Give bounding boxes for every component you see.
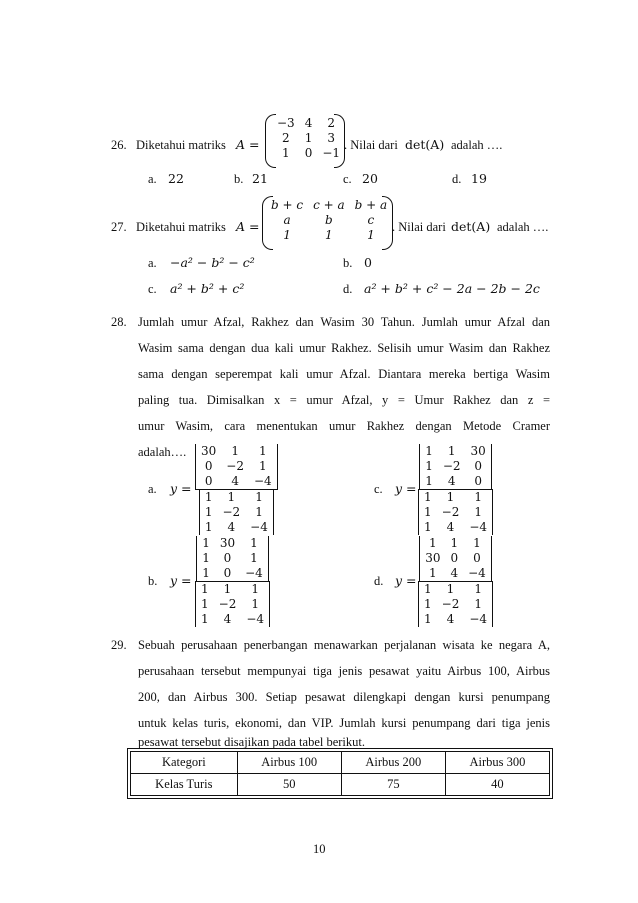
matrix-cell: 4: [223, 612, 232, 626]
matrix-cell: 1: [325, 228, 333, 242]
q29-line-3: 200, dan Airbus 300. Setiap pesawat dilengkapi dengan kursi penumpang: [138, 690, 550, 704]
matrix-row: [196, 597, 270, 612]
page-number: 10: [313, 842, 326, 856]
q26-number: 26.: [111, 138, 127, 152]
matrix-cell: 1: [424, 505, 432, 519]
q26-suffix: . Nilai dari: [344, 138, 398, 152]
matrix-cell: 1: [283, 228, 291, 242]
q26-option-c-value: 20: [362, 171, 378, 186]
matrix-cell: −4: [246, 612, 265, 626]
q28-line-3: sama dengan seperempat kali umur Afzal. Diantara mereka bertiga Wasim: [138, 367, 550, 381]
q28-option-c-fraction: [418, 444, 493, 535]
matrix-cell: 0: [304, 146, 313, 160]
matrix-cell: 0: [223, 551, 232, 565]
matrix-cell: 1: [474, 597, 483, 611]
matrix-cell: 1: [429, 566, 437, 580]
q28-last-line: adalah….: [138, 445, 187, 459]
matrix-cell: 1: [202, 551, 210, 565]
matrix-cell: 1: [255, 505, 263, 519]
q27-option-d-letter: d.: [343, 282, 353, 296]
q28-line-2: Wasim sama dengan dua kali umur Rakhez. Selisih umur Wasim dan Rakhez: [138, 341, 550, 355]
matrix-row: [197, 566, 269, 581]
table-header-cell: Kategori: [131, 752, 238, 774]
matrix-cell: 0: [474, 459, 482, 473]
q29-line-2: perusahaan tersebut mempunyai tiga jenis pesawat yaitu Airbus 100, Airbus: [138, 664, 550, 678]
matrix-cell: 4: [231, 474, 239, 488]
matrix-cell: 1: [367, 228, 375, 242]
table-header-cell: Airbus 200: [341, 752, 445, 774]
matrix-cell: 2: [327, 116, 336, 130]
matrix-cell: 0: [450, 551, 459, 565]
matrix-cell: 30: [219, 536, 236, 550]
q27-option-a-letter: a.: [148, 256, 157, 270]
matrix-cell: 1: [424, 597, 432, 611]
matrix-cell: c + a: [313, 198, 345, 212]
table-cell: 40: [445, 774, 549, 796]
table-header-cell: Airbus 300: [445, 752, 549, 774]
matrix-cell: 1: [425, 459, 433, 473]
matrix-cell: 1: [201, 597, 209, 611]
matrix-cell: c: [367, 213, 375, 227]
q28-option-c-letter: c.: [374, 482, 383, 496]
q27-lhs: A =: [236, 219, 260, 234]
airbus-seat-table: [130, 751, 550, 796]
q26-option-d-letter: d.: [452, 172, 462, 186]
matrix-cell: 1: [424, 490, 432, 504]
matrix-cell: b + a: [354, 198, 388, 212]
matrix-row: [197, 536, 269, 551]
q28-option-c-lhs: y =: [395, 481, 417, 496]
q28-option-b-letter: b.: [148, 574, 158, 588]
q28-option-a-fraction: [195, 444, 278, 535]
matrix-cell: −2: [442, 459, 461, 473]
matrix-cell: 1: [250, 551, 258, 565]
matrix-cell: 1: [425, 474, 433, 488]
matrix-cell: 1: [446, 582, 455, 596]
matrix-cell: 1: [255, 490, 263, 504]
matrix-cell: 0: [223, 566, 232, 580]
matrix-cell: 1: [204, 490, 213, 504]
q26-option-a-value: 22: [168, 171, 184, 186]
table-cell: 50: [237, 774, 341, 796]
q27-tail: adalah ….: [497, 220, 549, 234]
matrix-row: [199, 490, 273, 505]
matrix-cell: 1: [474, 582, 483, 596]
matrix-cell: 4: [227, 520, 236, 534]
matrix-cell: 30: [425, 551, 441, 565]
matrix-cell: 2: [282, 131, 290, 145]
q26-option-d-value: 19: [471, 171, 487, 186]
matrix-cell: 4: [447, 474, 456, 488]
matrix-cell: −3: [277, 116, 295, 130]
matrix-cell: 1: [446, 490, 455, 504]
q27-option-c-letter: c.: [148, 282, 157, 296]
matrix-row: [196, 612, 270, 627]
q27-number: 27.: [111, 220, 127, 234]
matrix-row: [196, 459, 278, 474]
matrix-cell: 4: [446, 612, 455, 626]
matrix-cell: 1: [304, 131, 313, 145]
matrix-row: [420, 459, 492, 474]
matrix-row: [196, 474, 278, 489]
matrix-cell: a: [283, 213, 291, 227]
matrix-cell: 1: [202, 566, 210, 580]
matrix-cell: b + c: [271, 198, 304, 212]
q27-text: Diketahui matriks: [136, 220, 226, 234]
matrix-cell: b: [325, 213, 333, 227]
q27-option-b-value: 0: [364, 255, 372, 270]
matrix-cell: 0: [473, 551, 481, 565]
matrix-cell: 3: [327, 131, 336, 145]
q28-number: 28.: [111, 315, 127, 329]
q26-text: Diketahui matriks: [136, 138, 226, 152]
q27-option-b-letter: b.: [343, 256, 353, 270]
matrix-row: [419, 520, 493, 535]
q26-option-a-letter: a.: [148, 172, 157, 186]
matrix-cell: 4: [450, 566, 459, 580]
matrix-cell: 1: [251, 597, 260, 611]
matrix-cell: 1: [223, 582, 232, 596]
matrix-cell: 1: [429, 536, 437, 550]
matrix-cell: 4: [304, 116, 313, 130]
matrix-cell: −4: [245, 566, 263, 580]
matrix-row: [419, 612, 493, 627]
matrix-cell: 1: [202, 536, 210, 550]
q26-option-b-value: 21: [252, 171, 268, 186]
q28-line-1: Jumlah umur Afzal, Rakhez dan Wasim 30 Tahun. Jumlah umur Afzal dan: [138, 315, 550, 329]
q28-line-5: umur Wasim, cara menentukan umur Rakhez dengan Metode Cramer: [138, 419, 550, 433]
matrix-cell: 1: [250, 536, 258, 550]
q26-option-c-letter: c.: [343, 172, 352, 186]
matrix-cell: −1: [322, 146, 341, 160]
matrix-cell: 1: [259, 444, 267, 458]
matrix-row: [266, 213, 392, 228]
q27-option-a-value: −a² − b² − c²: [170, 255, 255, 270]
table-header-cell: Airbus 100: [237, 752, 341, 774]
matrix-cell: −4: [469, 520, 488, 534]
q28-option-a-letter: a.: [148, 482, 157, 496]
table-header-row: [131, 752, 550, 774]
matrix-cell: 1: [282, 146, 290, 160]
matrix-cell: −2: [441, 597, 460, 611]
matrix-cell: 4: [446, 520, 455, 534]
matrix-cell: −2: [218, 597, 237, 611]
matrix-row: [419, 505, 493, 520]
q28-option-d-fraction: [418, 536, 493, 627]
matrix-cell: 1: [474, 505, 483, 519]
matrix-cell: 1: [251, 582, 260, 596]
matrix-cell: 1: [227, 490, 236, 504]
q28-option-d-lhs: y =: [395, 573, 417, 588]
q27-option-c-value: a² + b² + c²: [170, 281, 245, 296]
matrix-cell: 1: [424, 520, 432, 534]
table-row: [131, 774, 550, 796]
matrix-cell: 1: [201, 612, 209, 626]
matrix-row: [420, 474, 492, 489]
q28-option-b-fraction: [195, 536, 270, 627]
q29-line-4: untuk kelas turis, ekonomi, dan VIP. Jumlah kursi penumpang dari tiga jenis: [138, 716, 550, 730]
matrix-row: [420, 566, 492, 581]
matrix-row: [419, 490, 493, 505]
matrix-cell: 1: [204, 520, 213, 534]
matrix-cell: 1: [450, 536, 459, 550]
q26-det: det(A): [405, 137, 445, 152]
matrix-cell: 0: [474, 474, 482, 488]
matrix-cell: 1: [473, 536, 481, 550]
q28-line-4: paling tua. Dimisalkan x = umur Afzal, y = Umur Rakhez dan z =: [138, 393, 550, 407]
q26-lhs: A =: [236, 137, 260, 152]
matrix-cell: −4: [250, 520, 268, 534]
matrix-cell: 1: [474, 490, 483, 504]
matrix-cell: 1: [259, 459, 267, 473]
q29-last-line: pesawat tersebut disajikan pada tabel berikut.: [138, 735, 366, 749]
matrix-cell: 1: [201, 582, 209, 596]
q27-det: det(A): [451, 219, 491, 234]
q28-option-d-letter: d.: [374, 574, 384, 588]
matrix-cell: 1: [204, 505, 213, 519]
matrix-cell: 0: [204, 474, 213, 488]
matrix-cell: −4: [253, 474, 272, 488]
matrix-cell: −4: [469, 612, 488, 626]
matrix-row: [419, 582, 493, 597]
q29-number: 29.: [111, 638, 127, 652]
q27-matrix: [266, 198, 392, 243]
matrix-row: [266, 228, 392, 243]
table-cell: 75: [341, 774, 445, 796]
q29-line-1: Sebuah perusahaan penerbangan menawarkan perjalanan wisata ke negara A,: [138, 638, 550, 652]
q26-tail: adalah ….: [451, 138, 503, 152]
matrix-row: [266, 198, 392, 213]
matrix-cell: −2: [441, 505, 460, 519]
matrix-row: [420, 536, 492, 551]
matrix-cell: −2: [226, 459, 244, 473]
matrix-row: [199, 505, 273, 520]
q27-option-d-value: a² + b² + c² − 2a − 2b − 2c: [364, 281, 540, 296]
q26-option-b-letter: b.: [234, 172, 244, 186]
matrix-cell: 1: [425, 444, 433, 458]
matrix-row: [419, 597, 493, 612]
matrix-cell: −4: [468, 566, 486, 580]
matrix-row: [196, 582, 270, 597]
table-cell: Kelas Turis: [131, 774, 238, 796]
q28-option-b-lhs: y =: [170, 573, 192, 588]
matrix-cell: 1: [231, 444, 239, 458]
matrix-cell: 30: [201, 444, 217, 458]
matrix-cell: 0: [204, 459, 213, 473]
matrix-row: [420, 551, 492, 566]
q28-option-a-lhs: y =: [170, 481, 192, 496]
matrix-row: [197, 551, 269, 566]
matrix-row: [196, 444, 278, 459]
matrix-cell: −2: [222, 505, 241, 519]
matrix-row: [420, 444, 492, 459]
matrix-cell: 30: [470, 444, 486, 458]
matrix-row: [199, 520, 273, 535]
q27-suffix: . Nilai dari: [392, 220, 446, 234]
matrix-cell: 1: [447, 444, 456, 458]
matrix-cell: 1: [424, 582, 432, 596]
matrix-cell: 1: [424, 612, 432, 626]
